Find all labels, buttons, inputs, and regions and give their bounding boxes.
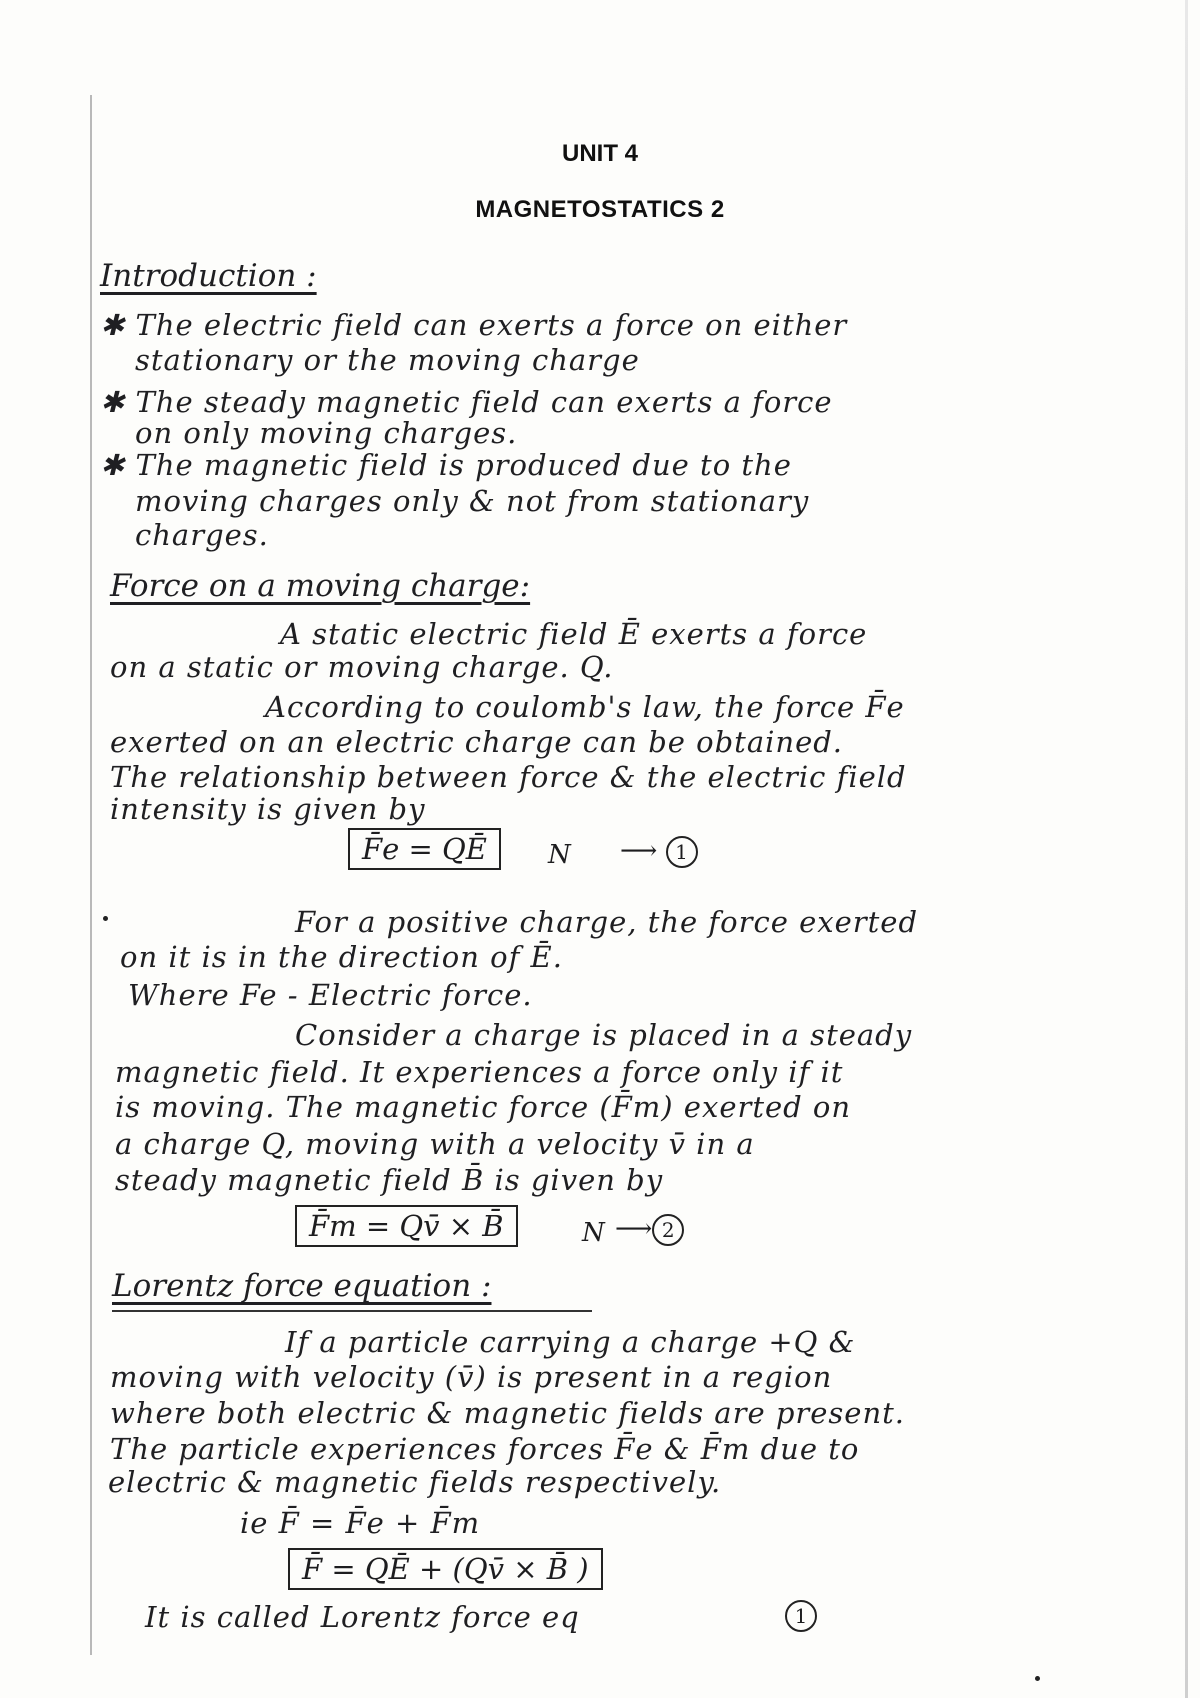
lorentz-line-2: moving with velocity (v̄) is present in a region	[110, 1360, 833, 1394]
force-line-14: steady magnetic field B̄ is given by	[115, 1163, 664, 1197]
force-line-11: magnetic field. It experiences a force only if it	[115, 1055, 844, 1089]
intro-line-6: moving charges only & not from stationary	[135, 484, 810, 518]
stray-mark	[103, 916, 108, 921]
eq2-unit: N	[582, 1218, 605, 1248]
stray-mark	[1035, 1676, 1040, 1681]
lorentz-eq-number-wrap	[785, 1600, 817, 1632]
page-margin-line	[90, 95, 92, 1655]
force-line-4: exerted on an electric charge can be obtained.	[110, 725, 844, 759]
page-edge-shadow	[1185, 0, 1188, 1698]
lorentz-force-equation: F̄ = QĒ + (Qv̄ × B̄ )	[288, 1548, 603, 1590]
eq2-number: 2	[652, 1214, 684, 1246]
lorentz-eq-number: 1	[785, 1600, 817, 1632]
intro-line-1: ✱ The electric field can exerts a force on either	[100, 308, 848, 342]
force-line-12: is moving. The magnetic force (F̄m) exerted on	[115, 1090, 852, 1124]
force-line-6: intensity is given by	[110, 792, 426, 826]
force-heading: Force on a moving charge:	[110, 568, 531, 604]
lorentz-heading-rule	[112, 1310, 592, 1312]
force-line-8: on it is in the direction of Ē.	[120, 940, 563, 974]
lorentz-line-5: electric & magnetic fields respectively.	[108, 1465, 722, 1499]
force-line-7: For a positive charge, the force exerted	[295, 905, 919, 939]
intro-line-3: ✱ The steady magnetic field can exerts a force	[100, 385, 833, 419]
force-line-2: on a static or moving charge. Q.	[110, 650, 614, 684]
eq2-arrow-icon: ⟶ 2	[615, 1214, 684, 1246]
intro-line-2: stationary or the moving charge	[135, 343, 640, 377]
force-line-1: A static electric field Ē exerts a force	[280, 617, 868, 651]
intro-line-4: on only moving charges.	[135, 416, 518, 450]
lorentz-line-4: The particle experiences forces F̄e & F̄m due to	[110, 1432, 860, 1466]
lorentz-ie-line: ie F̄ = F̄e + F̄m	[240, 1506, 481, 1540]
force-line-10: Consider a charge is placed in a steady	[295, 1018, 913, 1052]
force-line-3: According to coulomb's law, the force F̄e	[265, 690, 905, 724]
lorentz-line-3: where both electric & magnetic fields are present.	[110, 1396, 906, 1430]
force-line-9: Where Fe - Electric force.	[128, 978, 533, 1012]
introduction-heading: Introduction :	[100, 258, 317, 294]
lorentz-heading: Lorentz force equation :	[112, 1268, 492, 1304]
unit-title: UNIT 4	[561, 140, 638, 167]
lorentz-line-1: If a particle carrying a charge +Q &	[285, 1325, 856, 1359]
intro-line-7: charges.	[135, 518, 269, 552]
intro-line-5: ✱ The magnetic field is produced due to the	[100, 448, 792, 482]
lorentz-closing: It is called Lorentz force eq	[145, 1600, 580, 1634]
subject-title: MAGNETOSTATICS 2	[475, 196, 725, 223]
electric-force-equation: F̄e = QĒ	[348, 828, 501, 870]
magnetic-force-equation: F̄m = Qv̄ × B̄	[295, 1205, 518, 1247]
eq1-unit: N	[548, 840, 571, 870]
force-line-5: The relationship between force & the electric field	[110, 760, 907, 794]
eq1-number: 1	[666, 836, 698, 868]
eq1-arrow-icon: ⟶ 1	[620, 836, 698, 868]
force-line-13: a charge Q, moving with a velocity v̄ in a	[115, 1127, 755, 1161]
